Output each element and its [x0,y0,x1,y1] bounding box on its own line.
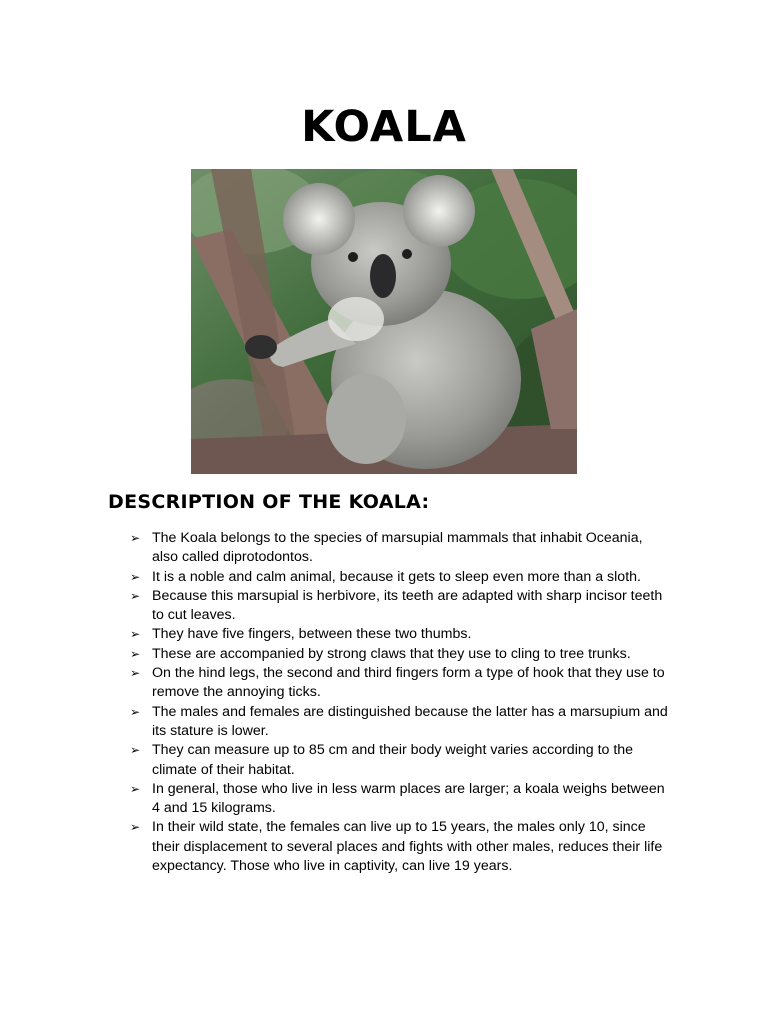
list-item [130,625,670,644]
list-item-text: It is a noble and calm animal, because it gets to sleep even more than a sloth. [152,568,641,585]
list-item [130,645,670,664]
list-item [130,818,670,876]
arrowhead-bullet-icon: ➢ [130,781,141,796]
arrowhead-bullet-icon: ➢ [130,531,141,545]
koala-photo [191,169,577,474]
list-item-text: They can measure up to 85 cm and their body weight varies according to the climate of their habitat. [152,742,634,778]
list-item [130,529,670,568]
list-item [130,568,670,587]
arrowhead-bullet-icon: ➢ [130,588,141,603]
list-item [130,587,670,626]
arrowhead-bullet-icon: ➢ [130,569,141,584]
list-item-text: In their wild state, the females can live up to 15 years, the males only 10, since their displacement to several places and fights with other males, reduces their life expectancy. Those who live in captivity, can live 19 years. [152,819,663,875]
arrowhead-bullet-icon: ➢ [130,820,141,835]
list-item-text: Because this marsupial is herbivore, its teeth are adapted with sharp incisor teeth to cut leaves. [152,587,663,624]
list-item-text: The Koala belongs to the species of marsupial mammals that inhabit Oceania, also called diprotodontos. [152,530,643,566]
list-item [130,703,670,742]
list-item-text: On the hind legs, the second and third fingers form a type of hook that they use to remove the annoying ticks. [152,665,665,701]
arrowhead-bullet-icon: ➢ [130,627,141,642]
arrowhead-bullet-icon: ➢ [130,646,141,661]
list-item [130,780,670,819]
list-item [130,664,670,703]
section-heading: DESCRIPTION OF THE KOALA: [108,491,430,513]
list-item-text: These are accompanied by strong claws that they use to cling to tree trunks. [152,645,631,662]
list-item-text: The males and females are distinguished because the latter has a marsupium and its stature is lower. [152,703,668,739]
arrowhead-bullet-icon: ➢ [130,666,141,681]
arrowhead-bullet-icon: ➢ [130,743,141,758]
list-item-text: They have five fingers, between these two thumbs. [152,626,472,643]
description-list [130,529,670,876]
list-item [130,741,670,780]
list-item-text: In general, those who live in less warm places are larger; a koala weighs between 4 and 15 kilograms. [152,780,665,817]
page-title: KOALA [301,102,467,152]
arrowhead-bullet-icon: ➢ [130,704,141,719]
